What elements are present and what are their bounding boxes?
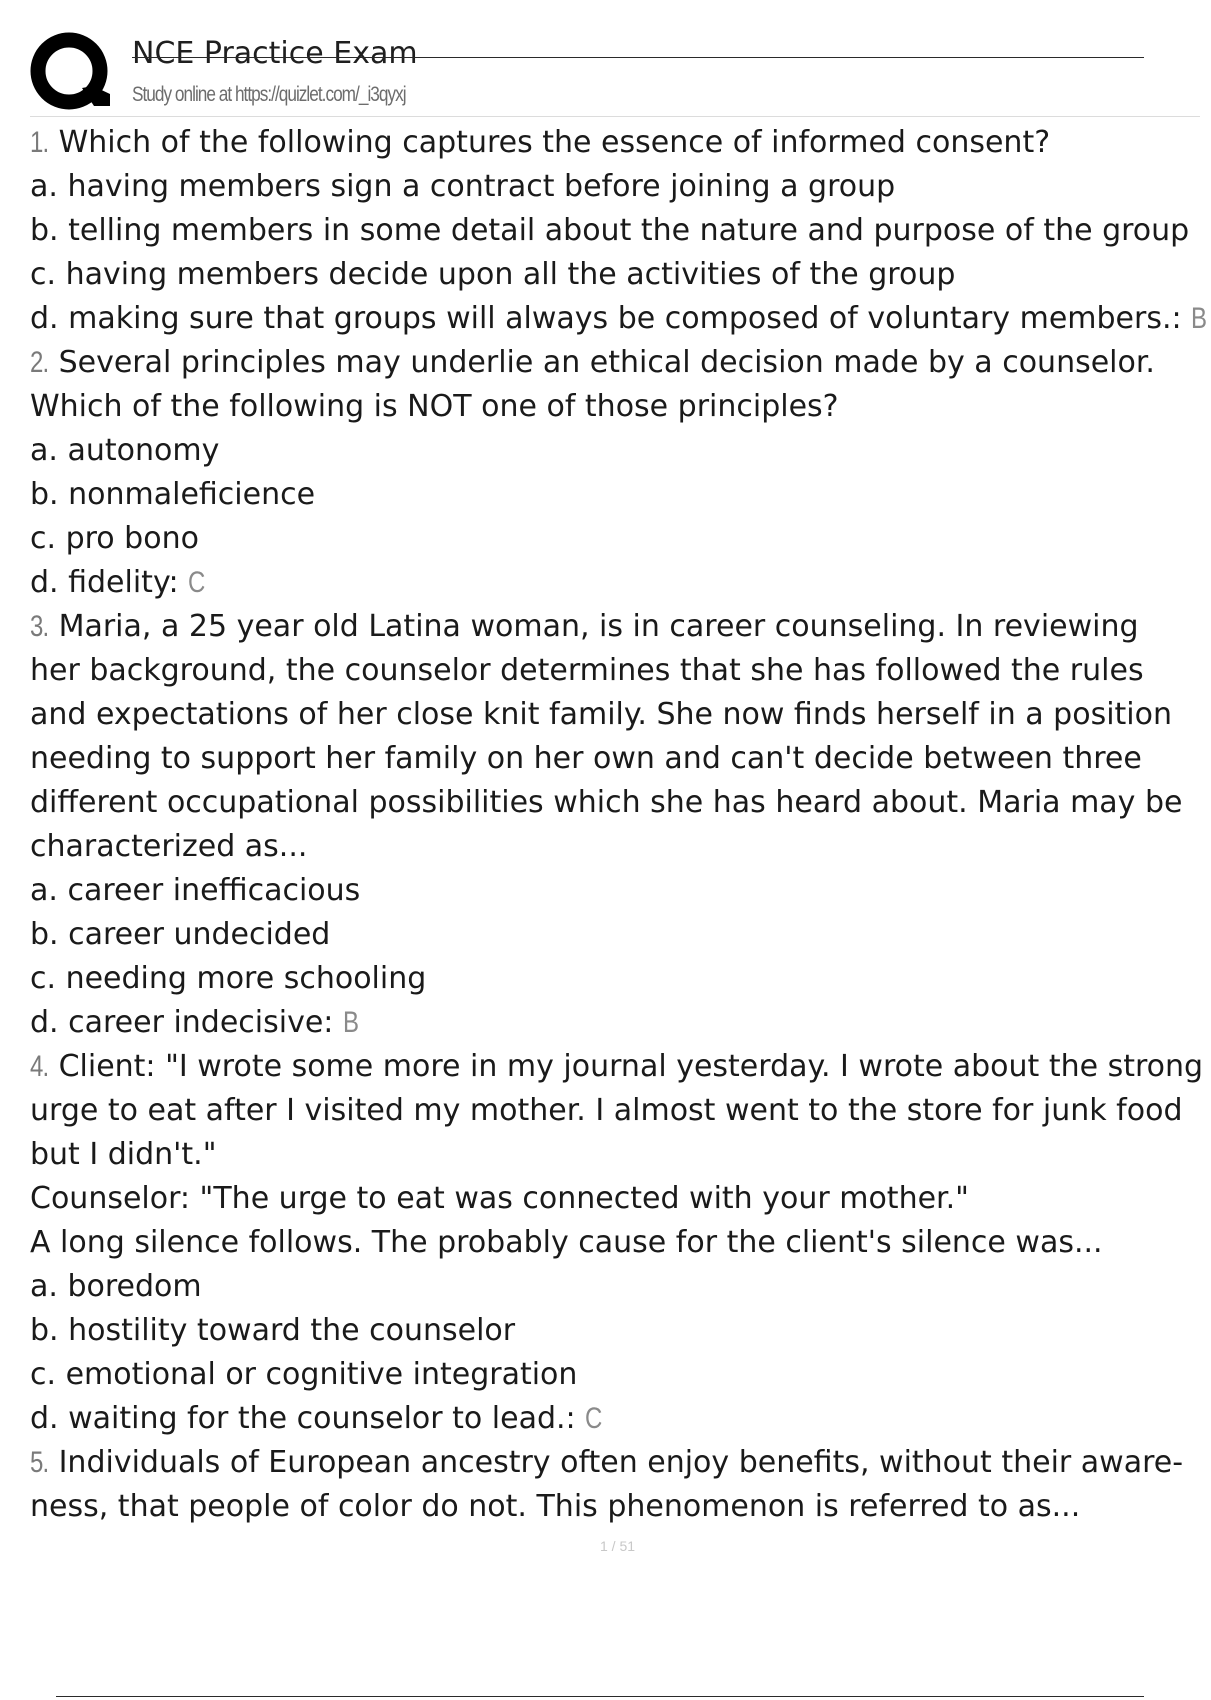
quizlet-logo-icon — [30, 32, 112, 114]
question-text: Maria, a 25 year old Latina woman, is in career counseling. In reviewing — [58, 609, 1139, 644]
question-text-continued: A long silence follows. The probably cause for the client's silence was... — [30, 1225, 1103, 1260]
question-2 — [30, 341, 1210, 605]
option-a: a. boredom — [30, 1269, 202, 1304]
question-line — [30, 341, 1210, 385]
question-text: Client: "I wrote some more in my journal yesterday. I wrote about the strong — [58, 1049, 1204, 1084]
question-text-continued: urge to eat after I visited my mother. I almost went to the store for junk food — [30, 1093, 1183, 1128]
option-a: a. autonomy — [30, 433, 220, 468]
question-text-continued: Counselor: "The urge to eat was connected with your mother." — [30, 1181, 969, 1216]
study-online-link[interactable]: Study online at https://quizlet.com/_i3qyxj — [132, 83, 406, 106]
question-text-continued: characterized as... — [30, 829, 308, 864]
option-b: b. career undecided — [30, 917, 331, 952]
question-text: Several principles may underlie an ethical decision made by a counselor. — [58, 345, 1155, 380]
option-d — [30, 297, 1210, 341]
question-line — [30, 605, 1210, 649]
question-text-continued: different occupational possibilities which she has heard about. Maria may be — [30, 785, 1183, 820]
document-header — [0, 0, 1200, 118]
question-number: 1. — [30, 126, 49, 159]
option-b: b. telling members in some detail about the nature and purpose of the group — [30, 213, 1190, 248]
option-d — [30, 1001, 1210, 1045]
question-3 — [30, 605, 1210, 1045]
answer-key: C — [585, 1402, 603, 1435]
title-rule — [132, 57, 1144, 58]
option-c: c. emotional or cognitive integration — [30, 1357, 578, 1392]
page-number: 1 / 51 — [600, 1538, 636, 1554]
question-number: 3. — [30, 610, 49, 643]
option-d-text: d. fidelity: — [30, 565, 179, 600]
question-number: 5. — [30, 1446, 49, 1479]
question-number: 4. — [30, 1050, 49, 1083]
question-text-continued: and expectations of her close knit family. She now finds herself in a position — [30, 697, 1173, 732]
header-divider — [30, 116, 1200, 117]
question-list — [30, 121, 1210, 1529]
question-4 — [30, 1045, 1210, 1441]
question-text-continued: but I didn't." — [30, 1137, 217, 1172]
option-b: b. hostility toward the counselor — [30, 1313, 516, 1348]
question-text-continued: needing to support her family on her own and can't decide between three — [30, 741, 1142, 776]
question-line — [30, 1045, 1210, 1089]
question-text: Individuals of European ancestry often enjoy benefits, without their aware- — [58, 1445, 1184, 1480]
answer-key: C — [188, 566, 206, 599]
option-a: a. career inefficacious — [30, 873, 361, 908]
option-c: c. needing more schooling — [30, 961, 427, 996]
question-text-continued: Which of the following is NOT one of those principles? — [30, 389, 839, 424]
option-d-text: d. career indecisive: — [30, 1005, 334, 1040]
option-d — [30, 1397, 1210, 1441]
question-line — [30, 1441, 1210, 1485]
option-c: c. having members decide upon all the activities of the group — [30, 257, 956, 292]
option-b: b. nonmaleficience — [30, 477, 316, 512]
option-c: c. pro bono — [30, 521, 199, 556]
question-text-continued: her background, the counselor determines that she has followed the rules — [30, 653, 1144, 688]
question-line — [30, 121, 1210, 165]
question-text-continued: ness, that people of color do not. This phenomenon is referred to as... — [30, 1489, 1081, 1524]
answer-key: B — [1191, 302, 1208, 335]
question-text: Which of the following captures the essence of informed consent? — [58, 125, 1051, 160]
answer-key: B — [342, 1006, 359, 1039]
option-a: a. having members sign a contract before joining a group — [30, 169, 896, 204]
option-d-text: d. making sure that groups will always be composed of voluntary members.: — [30, 301, 1182, 336]
question-5 — [30, 1441, 1210, 1529]
question-1 — [30, 121, 1210, 341]
question-number: 2. — [30, 346, 49, 379]
document-title: NCE Practice Exam — [132, 36, 418, 71]
option-d-text: d. waiting for the counselor to lead.: — [30, 1401, 576, 1436]
footer-rule — [56, 1696, 1144, 1697]
option-d — [30, 561, 1210, 605]
